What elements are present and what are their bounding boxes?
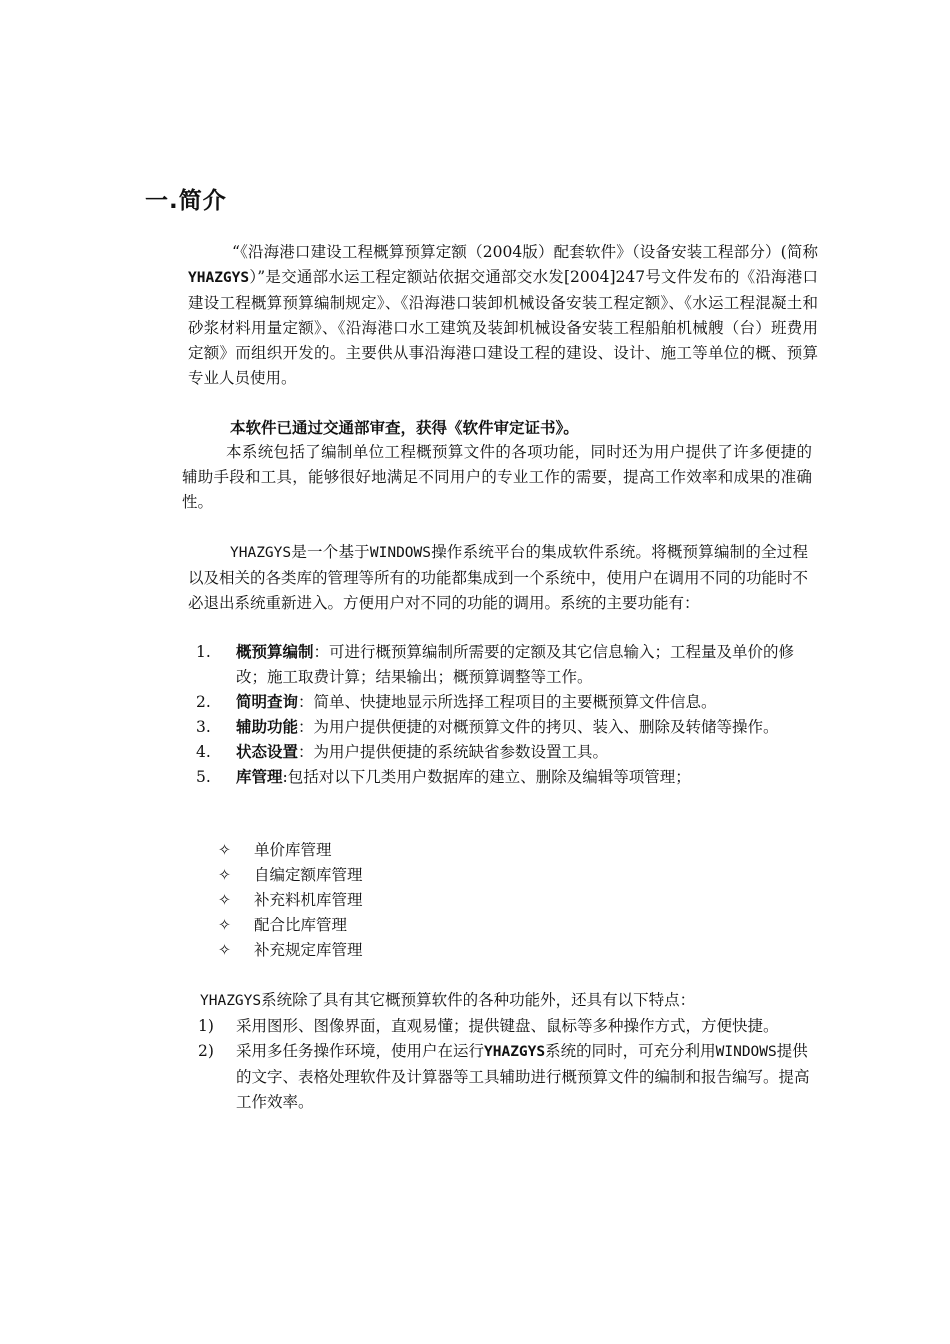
library-item-label: 配合比库管理 <box>254 916 348 934</box>
feature-number: 4. <box>196 743 211 761</box>
extra-feature-text-3: 提供的文字、表格处理软件及计算器等工具辅助进行概预算文件的编制和报告编写。提高工作效率。 <box>236 1042 810 1111</box>
feature-title: 简明查询 <box>236 693 299 711</box>
library-item-label: 补充料机库管理 <box>254 891 363 909</box>
diamond-bullet-icon: ✧ <box>218 916 231 934</box>
diamond-bullet-icon: ✧ <box>218 891 231 909</box>
extra-feature-text: 采用图形、图像界面，直观易懂；提供键盘、鼠标等多种操作方式，方便快捷。 <box>236 1017 779 1035</box>
feature-item <box>196 690 818 715</box>
extra-feature-number: 2) <box>198 1042 214 1060</box>
intro-paragraph <box>188 240 818 391</box>
feature-text: :包括对以下几类用户数据库的建立、删除及编辑等项管理； <box>282 768 691 786</box>
feature-title: 状态设置 <box>236 743 299 761</box>
feature-title: 库管理 <box>236 768 283 786</box>
feature-item <box>196 765 818 790</box>
feature-item <box>196 740 818 765</box>
extras-intro-text: 系统除了具有其它概预算软件的各种功能外，还具有以下特点： <box>261 991 696 1009</box>
section-heading: 一.简介 <box>145 188 227 214</box>
extra-feature-code: YHAZGYS <box>484 1044 546 1060</box>
feature-item <box>196 715 818 740</box>
system-code: YHAZGYS <box>230 545 292 561</box>
features-intro <box>200 988 820 1014</box>
scope-paragraph: 本系统包括了编制单位工程概预算文件的各项功能，同时还为用户提供了许多便捷的辅助手段和工具，能够很好地满足不同用户的专业工作的需要，提高工作效率和成果的准确性。 <box>182 443 812 511</box>
feature-text: ：可进行概预算编制所需要的定额及其它信息输入；工程量及单价的修改；施工取费计算；结果输出；概预算调整等工作。 <box>236 643 795 686</box>
feature-number: 1. <box>196 643 211 661</box>
intro-text-end: ）”是交通部水运工程定额站依据交通部交水发[2004]247号文件发布的《沿海港口建设工程概算预算编制规定》、《沿海港口装卸机械设备安装工程定额》、《水运工程混凝土和砂浆材料用量定额》、《沿海港口水工建筑及装卸机械设备安装工程船舶机械艘（台）班费用定额》而组织开发的。主要供从事沿海港口建设工程的建设、设计、施工等单位的概、预算专业人员使用。 <box>188 268 818 387</box>
feature-title: 概预算编制 <box>236 643 314 661</box>
extra-feature-item <box>198 1014 820 1039</box>
extra-feature-os: WINDOWS <box>715 1044 777 1060</box>
system-paragraph <box>188 540 808 616</box>
library-item <box>218 838 363 863</box>
extra-feature-number: 1) <box>198 1017 214 1035</box>
library-item-label: 单价库管理 <box>254 841 332 859</box>
feature-number: 3. <box>196 718 211 736</box>
software-code: YHAZGYS <box>188 270 250 286</box>
system-text-1: 是一个基于 <box>291 543 370 561</box>
intro-text-start: “《沿海港口建设工程概算预算定额（2004版）配套软件》（设备安装工程部分）(简称 <box>232 243 818 261</box>
library-item <box>218 938 363 963</box>
feature-list <box>196 640 818 790</box>
extra-feature-item <box>198 1039 820 1115</box>
feature-item <box>196 640 818 690</box>
library-item <box>218 888 363 913</box>
diamond-bullet-icon: ✧ <box>218 941 231 959</box>
library-item-label: 自编定额库管理 <box>254 866 363 884</box>
system-os: WINDOWS <box>369 545 431 561</box>
feature-number: 5. <box>196 768 211 786</box>
extra-feature-text-1: 采用多任务操作环境，使用户在运行 <box>236 1042 485 1060</box>
system-text-2: 操作系统平台的集成软件系统。将概预算编制的全过程以及相关的各类库的管理等所有的功能都集成到一个系统中，使用户在调用不同的功能时不必退出系统重新进入。方便用户对不同的功能的调用。系统的主要功能有： <box>188 543 809 612</box>
feature-number: 2. <box>196 693 211 711</box>
diamond-bullet-icon: ✧ <box>218 866 231 884</box>
extra-feature-list <box>198 1014 820 1115</box>
library-item <box>218 863 363 888</box>
approval-statement: 本软件已通过交通部审查，获得《软件审定证书》。 <box>230 418 579 437</box>
feature-text: ：简单、快捷地显示所选择工程项目的主要概预算文件信息。 <box>298 693 717 711</box>
diamond-bullet-icon: ✧ <box>218 841 231 859</box>
library-list <box>218 838 363 963</box>
extra-feature-text-2: 系统的同时，可充分利用 <box>545 1042 716 1060</box>
extras-code: YHAZGYS <box>200 993 262 1009</box>
feature-title: 辅助功能 <box>236 718 299 736</box>
feature-text: ：为用户提供便捷的对概预算文件的拷贝、装入、删除及转储等操作。 <box>298 718 779 736</box>
feature-text: ：为用户提供便捷的系统缺省参数设置工具。 <box>298 743 609 761</box>
library-item <box>218 913 363 938</box>
library-item-label: 补充规定库管理 <box>254 941 363 959</box>
